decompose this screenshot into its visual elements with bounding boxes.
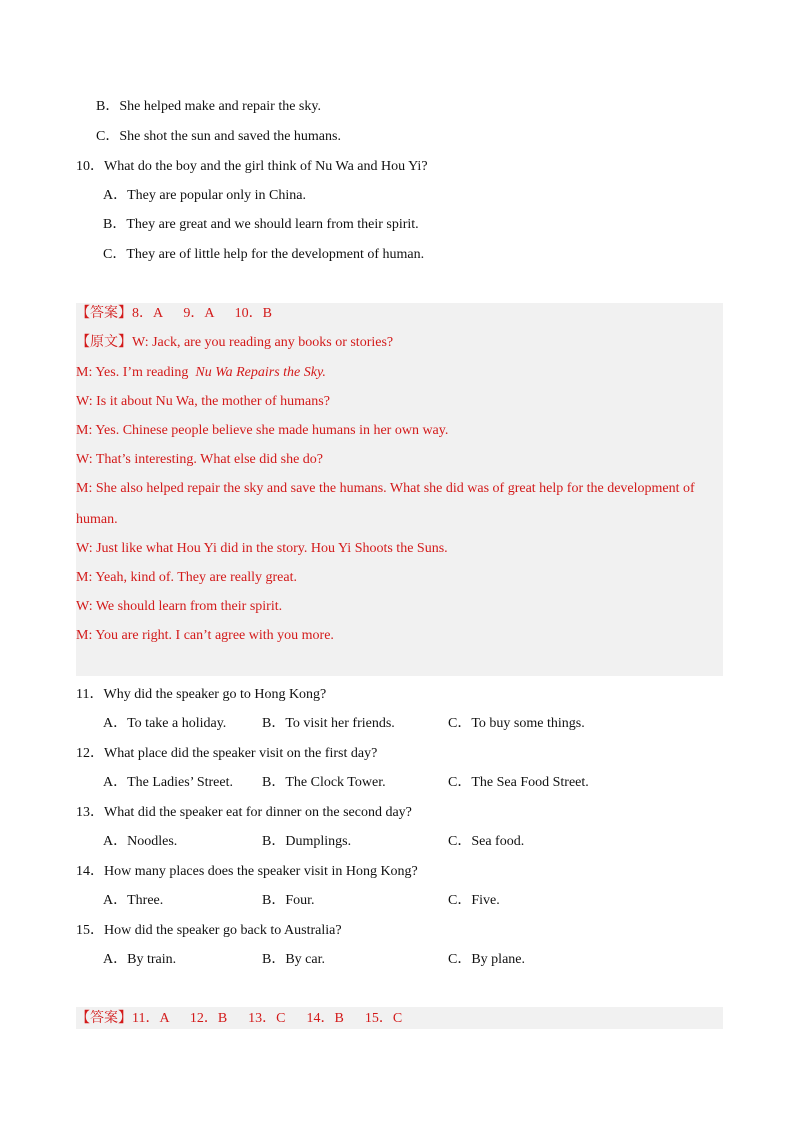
q13-question: 13．What did the speaker eat for dinner on the second day? <box>76 805 412 820</box>
transcript-line-6: M: She also helped repair the sky and save the humans. What she did was of great help for the development of <box>76 481 695 496</box>
answer-line-1 <box>76 305 272 323</box>
q15-option-b: B．By car. <box>262 952 325 967</box>
transcript-tag: 【原文】 <box>76 335 132 350</box>
transcript-line-8: W: Just like what Hou Yi did in the story. Hou Yi Shoots the Suns. <box>76 541 448 556</box>
q14-question: 14．How many places does the speaker visit in Hong Kong? <box>76 864 418 879</box>
q10-option-c: C．They are of little help for the development of human. <box>103 247 425 262</box>
q12-option-a: A．The Ladies’ Street. <box>103 775 233 790</box>
transcript-line-11: M: You are right. I can’t agree with you more. <box>76 628 334 643</box>
answer-text: 8．A 9．A 10．B <box>132 306 273 321</box>
q14-option-a: A．Three. <box>103 893 164 908</box>
q11-question: 11．Why did the speaker go to Hong Kong? <box>76 687 327 702</box>
q15-option-c: C．By plane. <box>448 952 525 967</box>
transcript-line-4: M: Yes. Chinese people believe she made humans in her own way. <box>76 423 449 438</box>
transcript-line-9: M: Yeah, kind of. They are really great. <box>76 570 297 585</box>
q9-option-c: C．She shot the sun and saved the humans. <box>96 129 341 144</box>
q13-option-b: B．Dumplings. <box>262 834 352 849</box>
transcript-line-1 <box>76 334 393 352</box>
q11-option-a: A．To take a holiday. <box>103 716 227 731</box>
transcript-line-2 <box>76 364 326 382</box>
transcript-line-10: W: We should learn from their spirit. <box>76 599 283 614</box>
transcript-line2-prefix: M: Yes. I’m reading <box>76 365 192 380</box>
q13-option-a: A．Noodles. <box>103 834 178 849</box>
q15-question: 15．How did the speaker go back to Australia? <box>76 923 342 938</box>
q10-option-b: B．They are great and we should learn from their spirit. <box>103 217 419 232</box>
transcript-first: W: Jack, are you reading any books or stories? <box>132 335 394 350</box>
q12-option-b: B．The Clock Tower. <box>262 775 386 790</box>
answer-line-2 <box>76 1010 402 1028</box>
answer2-tag: 【答案】 <box>76 1011 132 1026</box>
q13-option-c: C．Sea food. <box>448 834 525 849</box>
book-title: Nu Wa Repairs the Sky. <box>195 365 326 380</box>
transcript-line-3: W: Is it about Nu Wa, the mother of humans? <box>76 394 330 409</box>
transcript-line-7: human. <box>76 512 118 527</box>
answer-tag: 【答案】 <box>76 306 132 321</box>
q11-option-c: C．To buy some things. <box>448 716 585 731</box>
q14-option-c: C．Five. <box>448 893 500 908</box>
q9-option-b: B．She helped make and repair the sky. <box>96 99 321 114</box>
q12-option-c: C．The Sea Food Street. <box>448 775 589 790</box>
q15-option-a: A．By train. <box>103 952 177 967</box>
answer2-text: 11．A 12．B 13．C 14．B 15．C <box>132 1011 403 1026</box>
q10-option-a: A．They are popular only in China. <box>103 188 306 203</box>
q11-option-b: B．To visit her friends. <box>262 716 395 731</box>
transcript-line-5: W: That’s interesting. What else did she do? <box>76 452 324 467</box>
q14-option-b: B．Four. <box>262 893 315 908</box>
q10-question: 10．What do the boy and the girl think of Nu Wa and Hou Yi? <box>76 159 428 174</box>
q12-question: 12．What place did the speaker visit on the first day? <box>76 746 378 761</box>
